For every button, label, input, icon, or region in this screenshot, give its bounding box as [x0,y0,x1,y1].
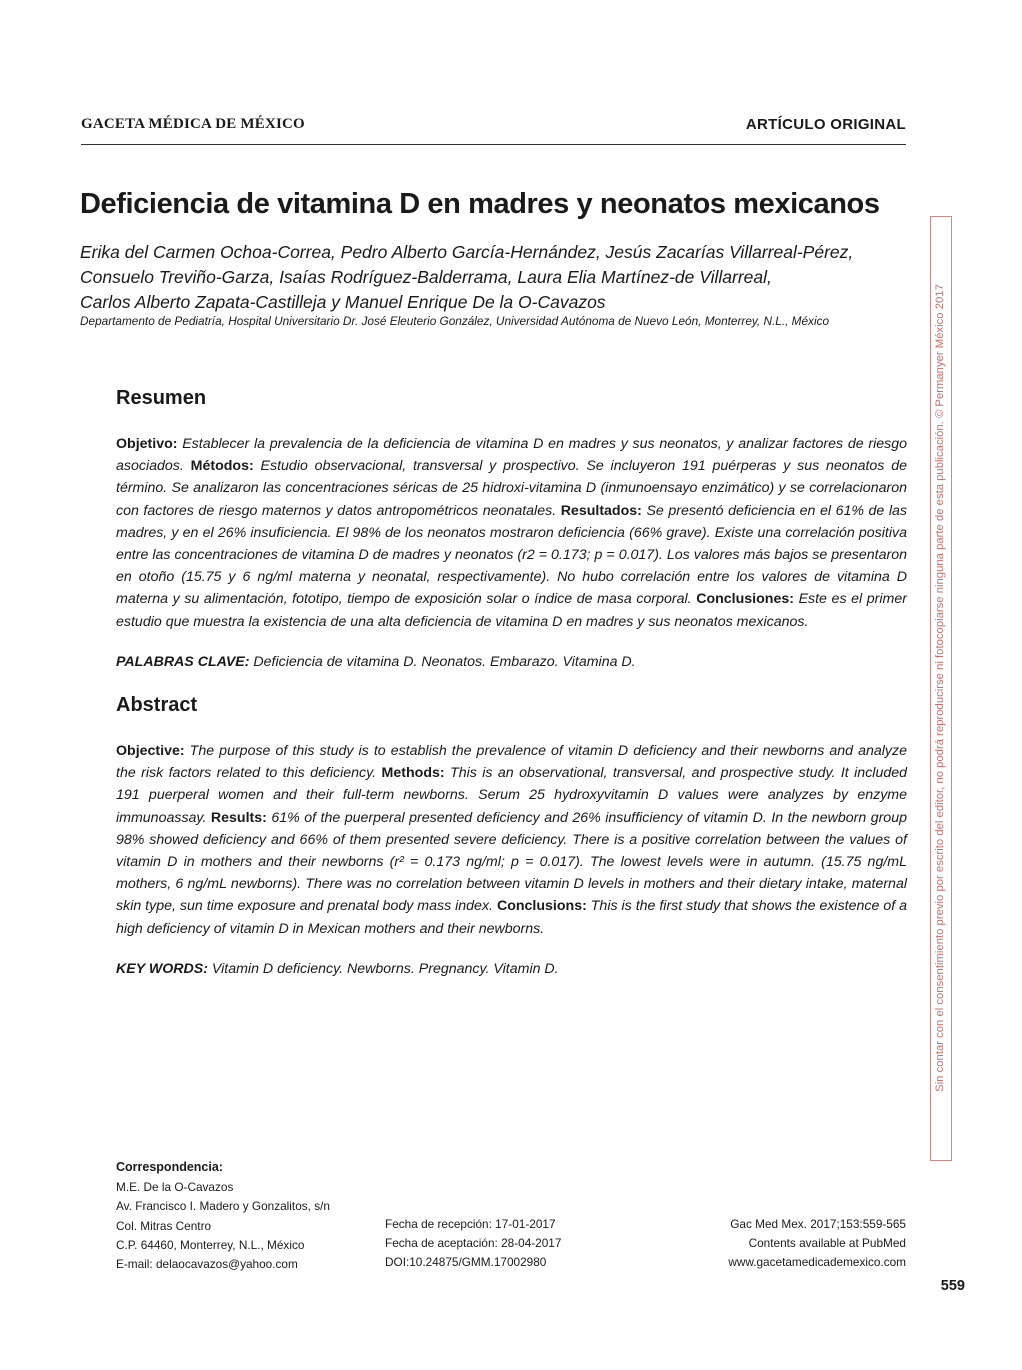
pubmed-note: Contents available at PubMed [748,1236,906,1251]
resultados-label: Resultados: [560,502,642,519]
conclusions-label: Conclusions: [496,898,587,915]
conclusions-text: This is the first study that shows the existence of a high deficiency of vitamin D in Mexican mothers and their newborns. [116,898,908,937]
objetivo-label: Objetivo: [116,436,178,452]
article-title: Deficiencia de vitamina D en madres y neonatos mexicanos [80,188,880,220]
journal-url: www.gacetamedicademexico.com [728,1255,906,1270]
resultados-text: Se presentó deficiencia en el 61% de las madres, y en el 26% insuficiencia. El 98% de los neonatos mostraron deficiencia (66% grave). Existe una correlación positiva entre las concentraciones de vitamina D de madres y neonatos (r2 = 0.173; p = 0.017). Los valores más bajos se presentaron en otoño (15.75 y 6 ng/ml materna y neonatal, respectivamente). No hubo correlación entre los valores de vitamina D materna y su alimentación, fototipo, tiempo de exposición solar o índice de masa corporal. [116,502,907,608]
resumen-body [116,433,907,633]
correspondence-line: M.E. De la O-Cavazos [116,1180,234,1195]
key-words [116,961,907,977]
header-rule [81,144,906,145]
citation-block [728,1215,906,1273]
resumen-heading: Resumen [116,387,207,409]
author-line: Consuelo Treviño-Garza, Isaías Rodríguez-Balderrama, Laura Elia Martínez-de Villarreal, [80,267,772,287]
correspondence-title: Correspondencia: [116,1160,223,1174]
accepted-date: Fecha de aceptación: 28-04-2017 [385,1236,562,1251]
correspondence-block [116,1158,330,1274]
correspondence-line: Av. Francisco I. Madero y Gonzalitos, s/n [116,1199,330,1214]
received-date: Fecha de recepción: 17-01-2017 [385,1217,556,1231]
dates-block [385,1215,561,1273]
metodos-label: Métodos: [190,458,254,475]
palabras-clave [116,654,907,670]
palabras-clave-text: Deficiencia de vitamina D. Neonatos. Embarazo. Vitamina D. [253,654,636,670]
citation-ref: Gac Med Mex. 2017;153:559-565 [730,1217,906,1231]
copyright-notice: Sin contar con el consentimiento previo por escrito del editor, no podrá reproducirse ni fotocopiarse ninguna parte de esta publicación. © Permanyer México 2017 [934,284,946,1092]
doi: DOI:10.24875/GMM.17002980 [385,1255,547,1270]
objective-text: The purpose of this study is to establish the prevalence of vitamin D deficiency and their newborns and analyze the risk factors related to this deficiency. [116,743,907,782]
author-line: Erika del Carmen Ochoa-Correa, Pedro Alberto García-Hernández, Jesús Zacarías Villarreal-Pérez, [80,242,854,262]
abstract-body [116,740,907,940]
methods-label: Methods: [381,765,445,782]
correspondence-line: C.P. 64460, Monterrey, N.L., México [116,1237,305,1252]
correspondence-line: Col. Mitras Centro [116,1218,212,1233]
author-line: Carlos Alberto Zapata-Castilleja y Manuel Enrique De la O-Cavazos [80,292,606,312]
key-words-text: Vitamin D deficiency. Newborns. Pregnancy. Vitamin D. [211,961,559,977]
objective-label: Objective: [116,743,185,759]
affiliation: Departamento de Pediatría, Hospital Universitario Dr. José Eleuterio González, Universidad Autónoma de Nuevo León, Monterrey, N.L., México [80,314,830,328]
results-text: 61% of the puerperal presented deficiency and 26% insufficiency of vitamin D. In the newborn group 98% showed deficiency and 66% of them presented severe deficiency. There is a positive correlation between the values of vitamin D in mothers and their newborns (r² = 0.173 ng/ml; p = 0.017). The lowest levels were in autumn. (15.75 ng/mL mothers, 6 ng/mL newborns). There was no correlation between vitamin D levels in mothers and their dietary intake, maternal skin type, sun time exposure and prenatal body mass index. [116,809,907,915]
palabras-clave-label: PALABRAS CLAVE: [116,654,250,670]
objetivo-text: Establecer la prevalencia de la deficiencia de vitamina D en madres y sus neonatos, y analizar factores de riesgo asociados. [116,436,907,475]
correspondence-email: E-mail: delaocavazos@yahoo.com [116,1257,298,1272]
article-type: ARTÍCULO ORIGINAL [745,116,906,133]
metodos-text: Estudio observacional, transversal y prospectivo. Se incluyeron 191 puérperas y sus neonatos de término. Se analizaron las concentraciones séricas de 25 hidroxi-vitamina D (inmunoensayo enzimático) y se correlacionaron con factores de riesgo maternos y datos antropométricos neonatales. [116,458,907,519]
author-list [80,240,920,315]
journal-name: GACETA MÉDICA DE MÉXICO [81,116,305,132]
page-number: 559 [940,1278,965,1294]
results-label: Results: [210,809,267,826]
conclusiones-text: Este es el primer estudio que muestra la existencia de una alta deficiencia de vitamina D en madres y sus neonatos mexicanos. [116,591,907,630]
methods-text: This is an observational, transversal, and prospective study. It included 191 puerperal women and their full-term newborns. Serum 25 hydroxyvitamin D values were analyzes by enzyme immunoassay. [116,765,908,826]
conclusiones-label: Conclusiones: [696,591,794,608]
key-words-label: KEY WORDS: [116,961,208,977]
abstract-heading: Abstract [116,694,198,716]
